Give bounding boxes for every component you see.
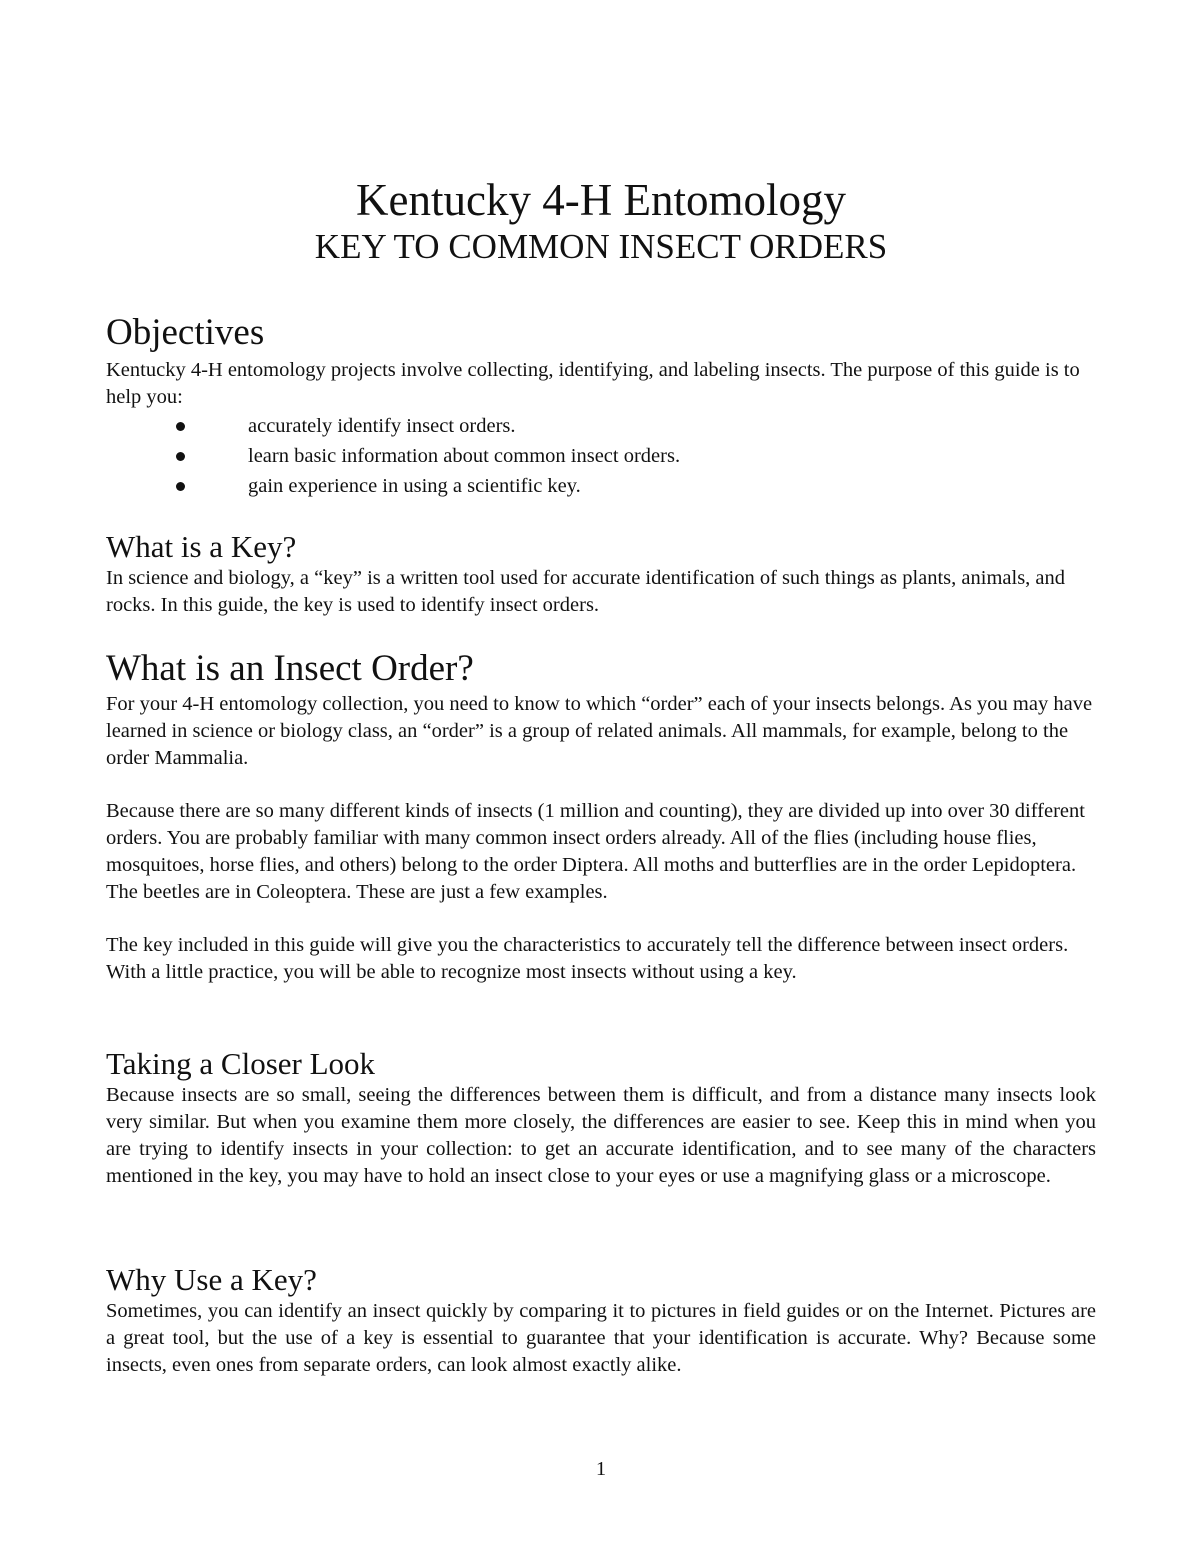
objectives-bullet (106, 471, 1096, 501)
insect-order-paragraph-3: The key included in this guide will give you the characteristics to accurately tell the difference between insect orders. With a little practice, you will be able to recognize most insects without using a key. (106, 933, 1069, 983)
objectives-bullet (106, 411, 1096, 441)
page-number: 1 (595, 1458, 607, 1480)
section-why-key (106, 1262, 1096, 1379)
why-key-body: Sometimes, you can identify an insect quickly by comparing it to pictures in field guides or on the Internet. Pictures are a great tool, but the use of a key is essential to guarantee that your identification is accurate. Why? Because some insects, even ones from separate orders, can look almost exactly alike. (106, 1299, 1096, 1376)
bullet-icon (176, 422, 185, 431)
what-is-key-body: In science and biology, a “key” is a written tool used for accurate identification of such things as plants, animals, and rocks. In this guide, the key is used to identify insect orders. (106, 566, 1066, 616)
section-objectives (106, 312, 1096, 501)
closer-look-body: Because insects are so small, seeing the differences between them is difficult, and from a distance many insects look very similar. But when you examine them more closely, the differences are easier to see. Keep this in mind when you are trying to identify insects in your collection: to get an accurate identification, and to see many of the characters mentioned in the key, you may have to hold an insect close to your eyes or use a magnifying glass or a microscope. (106, 1083, 1096, 1187)
what-is-key-heading: What is a Key? (106, 529, 297, 564)
why-key-heading: Why Use a Key? (106, 1262, 317, 1297)
document-page (106, 0, 1096, 1553)
document-subtitle: KEY TO COMMON INSECT ORDERS (314, 227, 888, 266)
insect-order-heading: What is an Insect Order? (106, 648, 474, 689)
document-title: Kentucky 4-H Entomology (356, 175, 846, 225)
section-what-is-key (106, 529, 1096, 619)
insect-order-paragraph-2: Because there are so many different kinds of insects (1 million and counting), they are divided up into over 30 different orders. You are probably familiar with many common insect orders already. All of the flies (including house flies, mosquitoes, horse flies, and others) belong to the order Diptera. All moths and butterflies are in the order Lepidoptera. The beetles are in Coleoptera. These are just a few examples. (106, 799, 1085, 903)
bullet-text: gain experience in using a scientific key. (248, 474, 581, 497)
objectives-list (106, 411, 1096, 501)
section-closer-look (106, 1046, 1096, 1190)
objectives-bullet (106, 441, 1096, 471)
objectives-heading: Objectives (106, 312, 265, 353)
closer-look-heading: Taking a Closer Look (106, 1046, 376, 1081)
bullet-text: accurately identify insect orders. (248, 414, 516, 437)
bullet-icon (176, 452, 185, 461)
insect-order-paragraph-1: For your 4-H entomology collection, you need to know to which “order” each of your insects belongs. As you may have learned in science or biology class, an “order” is a group of related animals. All mammals, for example, belong to the order Mammalia. (106, 692, 1093, 769)
bullet-icon (176, 482, 185, 491)
section-insect-order (106, 648, 1096, 986)
objectives-intro: Kentucky 4-H entomology projects involve collecting, identifying, and labeling insects. The purpose of this guide is to help you: (106, 358, 1080, 408)
bullet-text: learn basic information about common insect orders. (248, 444, 681, 467)
